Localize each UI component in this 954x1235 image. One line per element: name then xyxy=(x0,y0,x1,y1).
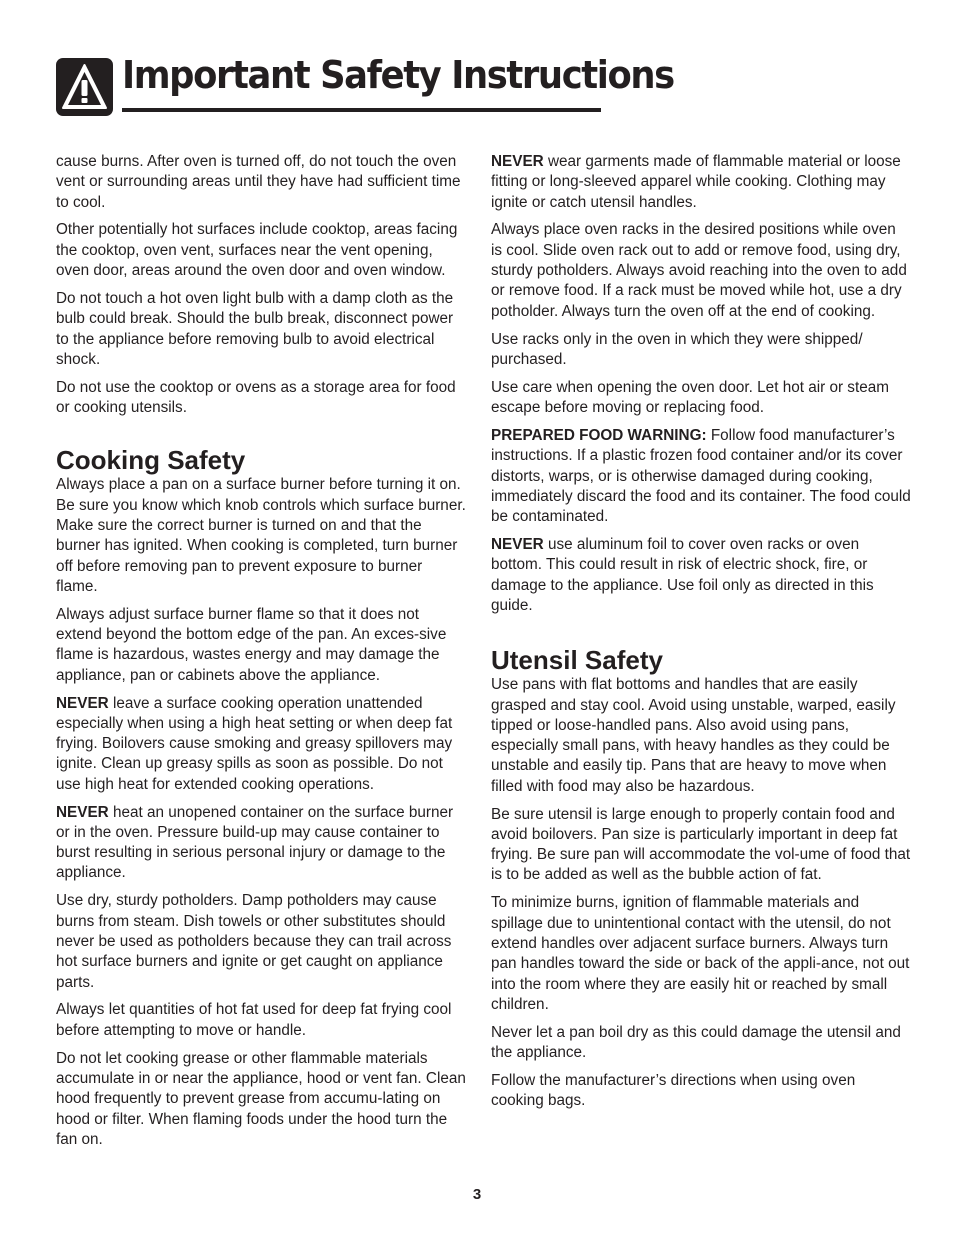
page-header xyxy=(56,52,674,116)
paragraph: cause burns. After oven is turned off, do not touch the oven vent or surrounding areas until they have had sufficient time to cool. xyxy=(56,153,461,211)
paragraph: Other potentially hot surfaces include cooktop, areas facing the cooktop, oven vent, surfaces near the vent opening, oven door, areas around the oven door and oven window. xyxy=(56,221,458,280)
emphasis-lead: PREPARED FOOD WARNING: xyxy=(491,426,707,444)
right-column xyxy=(491,152,911,1119)
paragraph: Use dry, sturdy potholders. Damp potholders may cause burns from steam. Dish towels or other substitutes should never be used as potholders because they can trail across hot surface burners and ignite or get caught on appliance parts. xyxy=(56,892,452,991)
paragraph: Use racks only in the oven in which they were shipped/ purchased. xyxy=(491,330,863,368)
paragraph: Do not touch a hot oven light bulb with a damp cloth as the bulb could break. Should the bulb break, disconnect power to the appliance before removing bulb to avoid electrical shock. xyxy=(56,289,454,368)
paragraph: Always let quantities of hot fat used for deep fat frying cool before attempting to move or handle. xyxy=(56,1001,452,1039)
paragraph-text: use aluminum foil to cover oven racks or oven bottom. This could result in risk of electric shock, fire, or damage to the appliance. Use foil only as directed in this guide. xyxy=(491,536,874,614)
emphasis-lead: NEVER xyxy=(56,694,109,712)
page-number: 3 xyxy=(472,1186,482,1203)
emphasis-lead: NEVER xyxy=(491,153,544,170)
paragraph-text: heat an unopened container on the surface burner or in the oven. Pressure build-up may cause container to burst resulting in serious personal injury or damage to the appliance. xyxy=(56,803,454,882)
page-title: Important Safety Instructions xyxy=(122,53,674,97)
paragraph: Follow the manufacturer’s directions when using oven cooking bags. xyxy=(491,1071,856,1110)
paragraph: Use pans with flat bottoms and handles that are easily grasped and stay cool. Avoid using unstable, warped, easily tipped or loose-handled pans. Also avoid using pans, especially small pans, with heavy handles as they could be unstable and easily tip. Pans that are heavy to move when filled with food may also be hazardous. xyxy=(491,676,896,795)
paragraph xyxy=(491,535,911,616)
paragraph xyxy=(491,152,911,213)
paragraph: To minimize burns, ignition of flammable materials and spillage due to unintentional contact with the utensil, do not extend handles over adjacent surface burners. Always turn pan handles toward the side or back of the appli-ance, not out into the room where they are easily hit or reached by small children. xyxy=(491,894,910,1013)
paragraph: Always place oven racks in the desired positions while oven is cool. Slide oven rack out to add or remove food, using dry, sturdy potholders. Always avoid reaching into the oven to add or remove food. If a rack must be moved while hot, use a dry potholder. Always turn the oven off at the end of cooking. xyxy=(491,221,907,320)
warning-icon xyxy=(56,58,113,116)
paragraph: Do not use the cooktop or ovens as a storage area for food or cooking utensils. xyxy=(56,378,456,417)
left-column xyxy=(56,152,466,1158)
paragraph: Use care when opening the oven door. Let hot air or steam escape before moving or replacing food. xyxy=(491,378,889,417)
cooking-safety-heading: Cooking Safety xyxy=(56,445,246,476)
utensil-safety-heading: Utensil Safety xyxy=(491,645,663,676)
paragraph: Always adjust surface burner flame so that it does not extend beyond the bottom edge of the pan. An exces-sive flame is hazardous, wastes energy and may damage the appliance, pan or cabinets above the appliance. xyxy=(56,605,447,684)
paragraph-text: leave a surface cooking operation unattended especially when using a high heat setting or when deep fat frying. Boilovers cause smoking and greasy spillovers may ignite. Clean up greasy spills as soon as possible. Do not use high heat for extended cooking operations. xyxy=(56,694,453,793)
paragraph: Do not let cooking grease or other flammable materials accumulate in or near the appliance, hood or vent fan. Clean hood frequently to prevent grease from accumu-lating on hood or filter. When flaming foods under the hood turn the fan on. xyxy=(56,1049,466,1148)
paragraph-text: Follow food manufacturer’s instructions. If a plastic frozen food container and/or its cover distorts, warps, or is otherwise damaged during cooking, immediately discard the food and its container. The food could be contaminated. xyxy=(491,426,911,526)
emphasis-lead: NEVER xyxy=(56,803,109,821)
paragraph xyxy=(56,803,466,884)
paragraph xyxy=(56,694,466,795)
title-underline xyxy=(122,108,601,112)
paragraph: Be sure utensil is large enough to properly contain food and avoid boilovers. Pan size is particularly important in deep fat frying. Be sure pan will accommodate the vol-ume of food that is to be added as well as the bubble action of fat. xyxy=(491,805,911,884)
paragraph-text: wear garments made of flammable material or loose fitting or long-sleeved apparel while cooking. Clothing may ignite or catch utensil handles. xyxy=(491,153,901,211)
emphasis-lead: NEVER xyxy=(491,536,544,554)
paragraph: Never let a pan boil dry as this could damage the utensil and the appliance. xyxy=(491,1023,901,1062)
paragraph: Always place a pan on a surface burner before turning it on. Be sure you know which knob controls which surface burner. Make sure the correct burner is turned on and that the burner has ignited. When cooking is completed, turn burner off before removing pan to prevent exposure to burner flame. xyxy=(56,476,466,595)
paragraph xyxy=(491,426,911,527)
